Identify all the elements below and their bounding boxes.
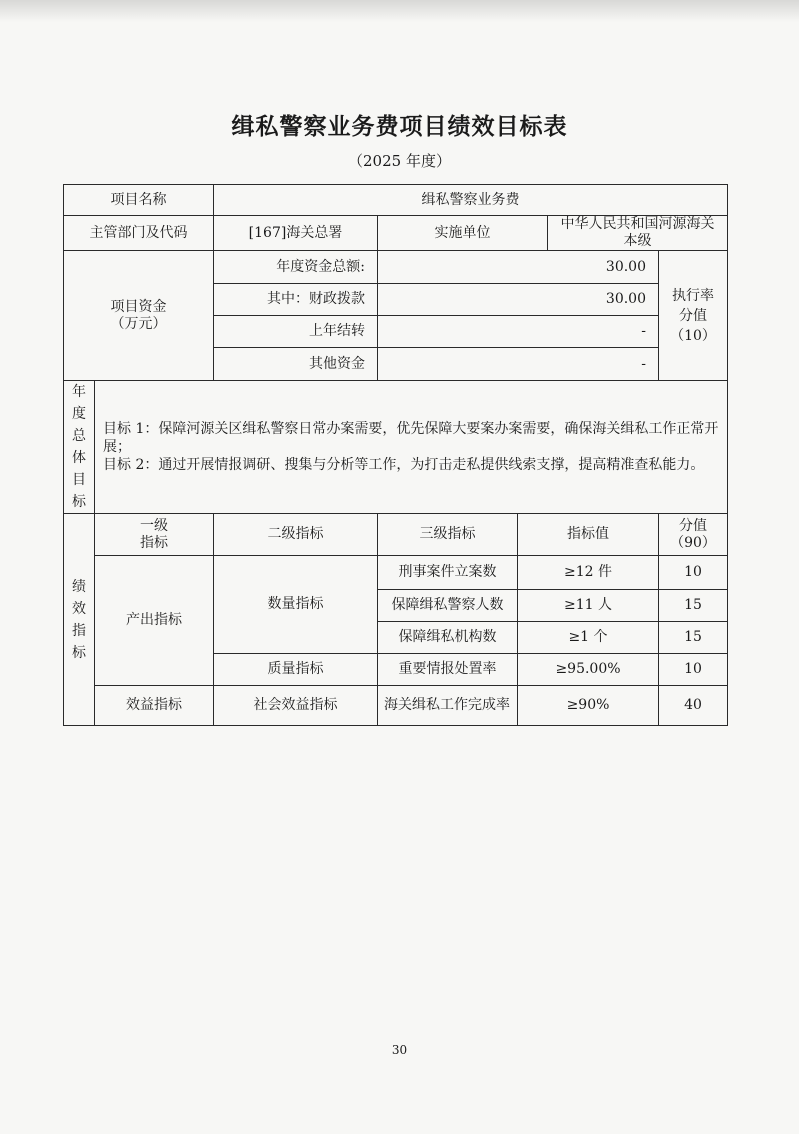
goal-line-2: 目标 2：通过开展情报调研、搜集与分析等工作，为打击走私提供线索支撑，提高精准查私能力。 bbox=[103, 457, 705, 473]
header-value: 指标值 bbox=[518, 514, 659, 556]
goals-label-char: 度 bbox=[72, 406, 86, 422]
goals-label-char: 体 bbox=[72, 450, 86, 466]
funds-total-value: 30.00 bbox=[378, 251, 659, 284]
funds-carryover-label: 上年结转 bbox=[214, 316, 378, 348]
scan-edge bbox=[0, 0, 799, 22]
exec-rate-line3: （10） bbox=[670, 327, 716, 344]
goal-line-1: 目标 1：保障河源关区缉私警察日常办案需要，优先保障大要案办案需要，确保海关缉私工作正常开展； bbox=[103, 421, 719, 455]
header-level3: 三级指标 bbox=[378, 514, 518, 556]
header-level1 bbox=[95, 514, 214, 556]
dept-label: 主管部门及代码 bbox=[64, 216, 214, 251]
perf-label-char: 指 bbox=[72, 622, 86, 639]
unit-value: 中华人民共和国河源海关本级 bbox=[548, 216, 728, 251]
goals-label bbox=[64, 381, 95, 514]
perf-label bbox=[64, 514, 95, 726]
header-score-line2: （90） bbox=[670, 534, 716, 551]
project-name-value: 缉私警察业务费 bbox=[214, 185, 728, 216]
project-name-label: 项目名称 bbox=[64, 185, 214, 216]
funds-carryover-value: - bbox=[378, 316, 659, 348]
performance-table bbox=[63, 184, 728, 726]
goals-label-char: 总 bbox=[72, 428, 86, 444]
indicator-value: ≥95.00% bbox=[518, 654, 659, 686]
indicator-l3: 海关缉私工作完成率 bbox=[378, 686, 518, 726]
goals-content bbox=[95, 381, 728, 514]
dept-value: [167]海关总署 bbox=[214, 216, 378, 251]
output-indicator-label: 产出指标 bbox=[95, 556, 214, 686]
quality-indicator-label: 质量指标 bbox=[214, 654, 378, 686]
exec-rate-line1: 执行率 bbox=[672, 287, 715, 304]
funds-label bbox=[64, 251, 214, 381]
goals-label-char: 年 bbox=[72, 384, 86, 400]
header-level1-line2: 指标 bbox=[140, 534, 168, 551]
page-title: 缉私警察业务费项目绩效目标表 bbox=[231, 114, 568, 140]
indicator-score: 10 bbox=[659, 556, 728, 590]
indicator-l3: 保障缉私机构数 bbox=[378, 622, 518, 654]
header-level2: 二级指标 bbox=[214, 514, 378, 556]
page-subtitle: （2025 年度） bbox=[348, 152, 451, 170]
indicator-l3: 保障缉私警察人数 bbox=[378, 590, 518, 622]
header-level1-line1: 一级 bbox=[140, 517, 168, 534]
funds-fiscal-value: 30.00 bbox=[378, 284, 659, 316]
table-row bbox=[64, 216, 728, 251]
table-row bbox=[64, 556, 728, 590]
benefit-indicator-label: 效益指标 bbox=[95, 686, 214, 726]
table-row bbox=[64, 185, 728, 216]
funds-label-line2: （万元） bbox=[110, 315, 167, 332]
table-row bbox=[64, 686, 728, 726]
funds-total-label: 年度资金总额: bbox=[214, 251, 378, 284]
funds-fiscal-label: 其中：财政拨款 bbox=[214, 284, 378, 316]
funds-other-label: 其他资金 bbox=[214, 348, 378, 381]
indicator-value: ≥90% bbox=[518, 686, 659, 726]
perf-label-char: 效 bbox=[72, 600, 86, 617]
indicator-score: 15 bbox=[659, 622, 728, 654]
header-score bbox=[659, 514, 728, 556]
indicator-value: ≥12 件 bbox=[518, 556, 659, 590]
indicator-value: ≥11 人 bbox=[518, 590, 659, 622]
indicator-score: 10 bbox=[659, 654, 728, 686]
perf-label-char: 标 bbox=[72, 644, 86, 661]
table-row bbox=[64, 381, 728, 514]
perf-label-char: 绩 bbox=[72, 578, 86, 595]
exec-rate-score bbox=[659, 251, 728, 381]
goals-label-char: 标 bbox=[72, 494, 86, 510]
funds-label-line1: 项目资金 bbox=[110, 298, 167, 315]
unit-label: 实施单位 bbox=[378, 216, 548, 251]
indicator-l3: 刑事案件立案数 bbox=[378, 556, 518, 590]
table-row bbox=[64, 514, 728, 556]
exec-rate-line2: 分值 bbox=[679, 307, 708, 324]
indicator-score: 15 bbox=[659, 590, 728, 622]
social-benefit-indicator-label: 社会效益指标 bbox=[214, 686, 378, 726]
funds-other-value: - bbox=[378, 348, 659, 381]
indicator-l3: 重要情报处置率 bbox=[378, 654, 518, 686]
indicator-value: ≥1 个 bbox=[518, 622, 659, 654]
indicator-score: 40 bbox=[659, 686, 728, 726]
goals-label-char: 目 bbox=[72, 472, 86, 488]
header-score-line1: 分值 bbox=[679, 517, 708, 534]
page-number: 30 bbox=[391, 1043, 408, 1057]
quantity-indicator-label: 数量指标 bbox=[214, 556, 378, 654]
table-row bbox=[64, 251, 728, 284]
